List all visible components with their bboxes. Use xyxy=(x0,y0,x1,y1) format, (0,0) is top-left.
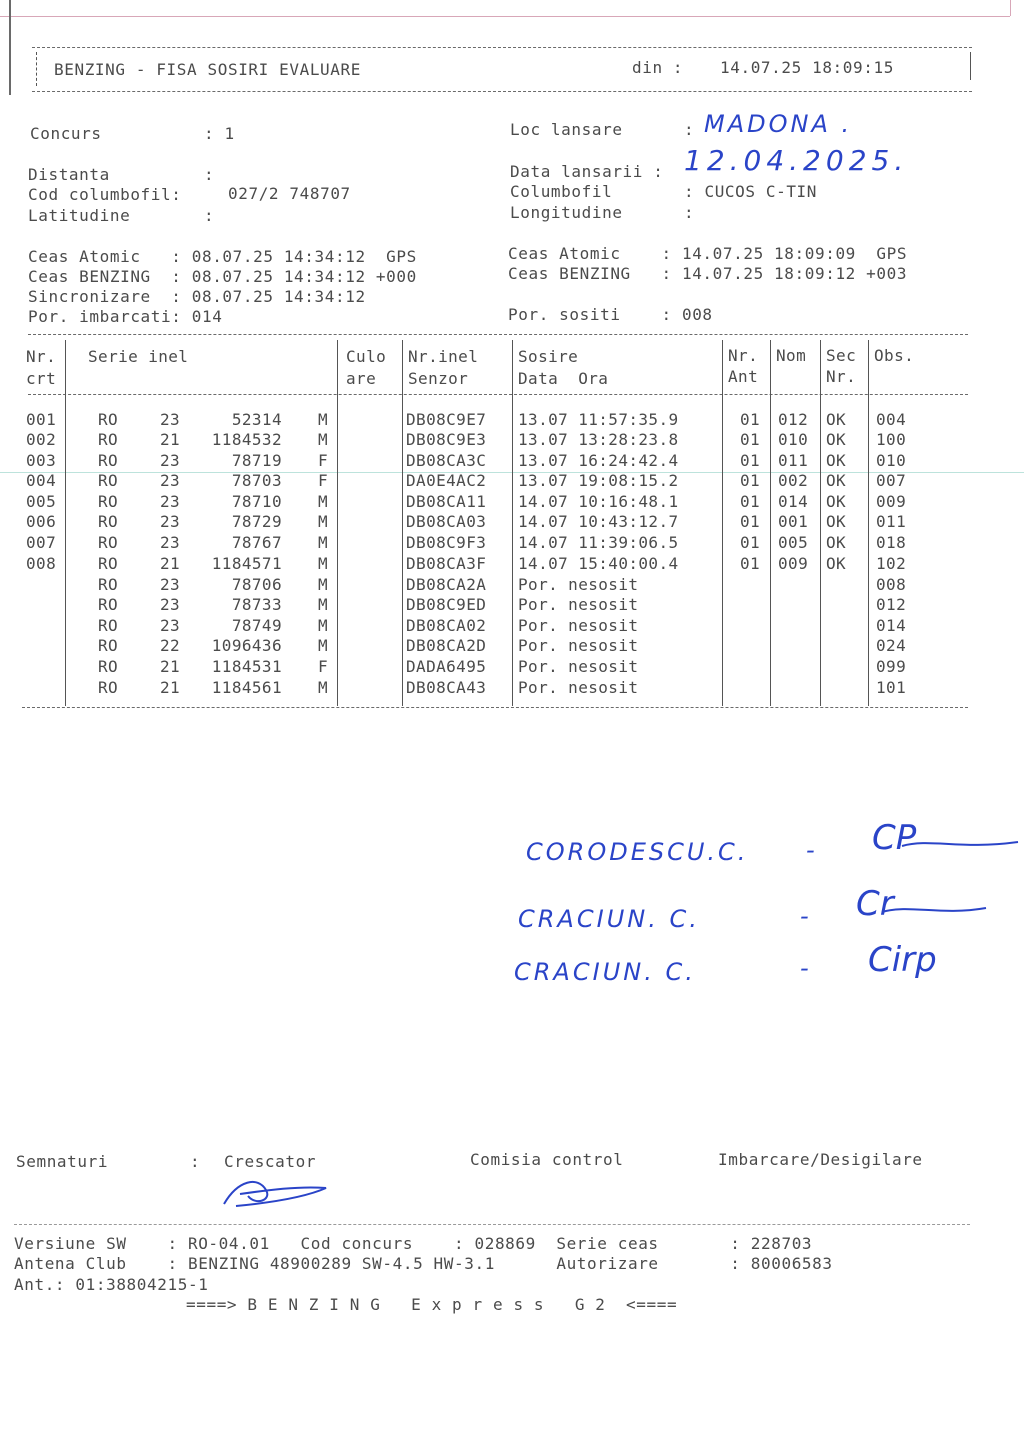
top-edge-line xyxy=(0,16,1010,17)
row-year: 21 xyxy=(160,430,181,449)
row-ant: 01 xyxy=(740,430,761,449)
row-country: RO xyxy=(98,410,119,429)
row-sensor: DB08C9F3 xyxy=(406,533,487,552)
row-arrival: Por. nesosit xyxy=(518,657,639,676)
row-country: RO xyxy=(98,636,119,655)
top-right-edge xyxy=(1010,0,1011,16)
porumbei-sositi: Por. sositi : 008 xyxy=(508,305,713,324)
th-culoare-2: are xyxy=(346,369,377,388)
row-ring: 1184531 xyxy=(211,657,282,676)
row-nom: 002 xyxy=(778,471,809,490)
col-divider-ant xyxy=(770,340,771,706)
row-obs: 012 xyxy=(876,595,907,614)
row-year: 23 xyxy=(160,533,181,552)
row-sec: OK xyxy=(826,533,847,552)
row-sensor: DB08C9E7 xyxy=(406,410,487,429)
th-culoare-1: Culo xyxy=(346,347,387,366)
row-sec: OK xyxy=(826,471,847,490)
row-ring: 78719 xyxy=(231,451,282,470)
col-divider-sosire xyxy=(722,340,723,706)
row-obs: 011 xyxy=(876,512,907,531)
cod-columbofil-label: Cod columbofil: xyxy=(28,185,182,204)
title-box-right xyxy=(970,52,971,80)
row-sec: OK xyxy=(826,451,847,470)
handwritten-name-2: CRACIUN. C. xyxy=(518,905,700,933)
row-sensor: DB08CA2D xyxy=(406,636,487,655)
row-sensor: DB08C9ED xyxy=(406,595,487,614)
row-ring: 1184532 xyxy=(211,430,282,449)
row-obs: 004 xyxy=(876,410,907,429)
th-nr-ant-1: Nr. xyxy=(728,346,759,365)
row-sex: M xyxy=(318,636,329,655)
row-arrival: Por. nesosit xyxy=(518,678,639,697)
row-sec: OK xyxy=(826,492,847,511)
row-arrival: 13.07 11:57:35.9 xyxy=(518,410,679,429)
row-arrival: 14.07 10:16:48.1 xyxy=(518,492,679,511)
row-nom: 014 xyxy=(778,492,809,511)
row-year: 23 xyxy=(160,410,181,429)
row-sec: OK xyxy=(826,512,847,531)
row-year: 21 xyxy=(160,678,181,697)
th-nr-inel: Nr.inel xyxy=(408,347,479,366)
handwritten-name-3: CRACIUN. C. xyxy=(514,958,696,986)
longitudine-label: Longitudine xyxy=(510,203,623,222)
row-sensor: DB08CA11 xyxy=(406,492,487,511)
row-ring: 78706 xyxy=(231,575,282,594)
semnaturi-label: Semnaturi xyxy=(16,1152,109,1171)
row-sensor: DB08CA3C xyxy=(406,451,487,470)
col-divider-senzor xyxy=(512,340,513,706)
footer-line-versiune: Versiune SW : RO-04.01 Cod concurs : 028869 Serie ceas : 228703 xyxy=(14,1234,813,1253)
row-arrival: 13.07 13:28:23.8 xyxy=(518,430,679,449)
handwritten-dash-3: - xyxy=(800,954,809,982)
imbarcare-label: Imbarcare/Desigilare xyxy=(718,1150,923,1169)
row-nr: 008 xyxy=(26,554,57,573)
cod-columbofil-value: 027/2 748707 xyxy=(228,184,351,203)
row-obs: 010 xyxy=(876,451,907,470)
report-date-label: din : xyxy=(632,58,684,77)
comisia-control-label: Comisia control xyxy=(470,1150,624,1169)
row-arrival: Por. nesosit xyxy=(518,575,639,594)
row-nr: 006 xyxy=(26,512,57,531)
handwritten-signature-2: Cr xyxy=(856,884,894,924)
columbofil-value: : CUCOS C-TIN xyxy=(684,182,818,201)
table-top-border xyxy=(28,334,968,335)
th-serie-inel: Serie inel xyxy=(88,347,189,366)
loc-lansare-handwritten: MADONA . xyxy=(704,110,853,138)
row-country: RO xyxy=(98,471,119,490)
report-title: BENZING - FISA SOSIRI EVALUARE xyxy=(54,60,361,79)
row-sensor: DB08CA3F xyxy=(406,554,487,573)
col-divider-culoare xyxy=(402,340,403,706)
row-obs: 009 xyxy=(876,492,907,511)
handwritten-dash-1: - xyxy=(806,836,815,864)
th-senzor: Senzor xyxy=(408,369,469,388)
table-header-border xyxy=(28,394,968,395)
row-nr: 005 xyxy=(26,492,57,511)
row-sex: M xyxy=(318,554,329,573)
footer-brand: ====> B E N Z I N G E x p r e s s G 2 <==== xyxy=(186,1295,678,1314)
distanta-value: : xyxy=(204,165,215,184)
row-nr: 007 xyxy=(26,533,57,552)
row-arrival: 14.07 15:40:00.4 xyxy=(518,554,679,573)
col-divider-nom xyxy=(820,340,821,706)
row-ring: 1184571 xyxy=(211,554,282,573)
row-sensor: DB08CA2A xyxy=(406,575,487,594)
semnaturi-colon: : xyxy=(190,1152,201,1171)
handwritten-dash-2: - xyxy=(800,902,809,930)
left-edge-bar xyxy=(9,0,11,95)
row-country: RO xyxy=(98,595,119,614)
concurs-label: Concurs xyxy=(30,124,102,143)
row-sex: M xyxy=(318,492,329,511)
row-year: 23 xyxy=(160,512,181,531)
row-nom: 011 xyxy=(778,451,809,470)
ceas-atomic-end: Ceas Atomic : 14.07.25 18:09:09 GPS xyxy=(508,244,908,263)
columbofil-label: Columbofil xyxy=(510,182,613,201)
row-sex: F xyxy=(318,451,329,470)
row-arrival: 14.07 11:39:06.5 xyxy=(518,533,679,552)
row-country: RO xyxy=(98,512,119,531)
row-sensor: DA0E4AC2 xyxy=(406,471,487,490)
footer-divider xyxy=(14,1224,970,1225)
ceas-benzing-end: Ceas BENZING : 14.07.25 18:09:12 +003 xyxy=(508,264,908,283)
row-year: 23 xyxy=(160,595,181,614)
handwritten-signature-3: Cirp xyxy=(868,940,937,980)
row-sex: M xyxy=(318,678,329,697)
row-sec: OK xyxy=(826,554,847,573)
row-ring: 78733 xyxy=(231,595,282,614)
row-arrival: Por. nesosit xyxy=(518,636,639,655)
th-crt: crt xyxy=(26,369,57,388)
row-country: RO xyxy=(98,657,119,676)
data-lansarii-handwritten: 12.04.2025. xyxy=(684,144,909,177)
row-year: 23 xyxy=(160,471,181,490)
title-box-bottom xyxy=(32,91,972,92)
loc-lansare-label: Loc lansare xyxy=(510,120,623,139)
longitudine-value: : xyxy=(684,203,695,222)
row-ant: 01 xyxy=(740,471,761,490)
row-ring: 78703 xyxy=(231,471,282,490)
row-ant: 01 xyxy=(740,512,761,531)
row-obs: 100 xyxy=(876,430,907,449)
th-sec-1: Sec xyxy=(826,346,857,365)
row-ant: 01 xyxy=(740,410,761,429)
row-year: 23 xyxy=(160,616,181,635)
row-sex: M xyxy=(318,575,329,594)
col-divider-sec xyxy=(868,340,869,706)
porumbei-imbarcati: Por. imbarcati: 014 xyxy=(28,307,223,326)
row-country: RO xyxy=(98,533,119,552)
ceas-benzing-start: Ceas BENZING : 08.07.25 14:34:12 +000 xyxy=(28,267,417,286)
data-lansarii-label: Data lansarii : xyxy=(510,162,664,181)
row-country: RO xyxy=(98,430,119,449)
row-sex: M xyxy=(318,430,329,449)
row-sec: OK xyxy=(826,430,847,449)
row-sensor: DB08CA02 xyxy=(406,616,487,635)
title-box-top xyxy=(32,47,972,48)
row-sex: M xyxy=(318,410,329,429)
row-obs: 101 xyxy=(876,678,907,697)
row-nr: 003 xyxy=(26,451,57,470)
crescator-label: Crescator xyxy=(224,1152,317,1171)
row-sensor: DB08CA43 xyxy=(406,678,487,697)
row-year: 21 xyxy=(160,657,181,676)
th-data-ora: Data Ora xyxy=(518,369,609,388)
row-country: RO xyxy=(98,575,119,594)
footer-line-ant: Ant.: 01:38804215-1 xyxy=(14,1275,209,1294)
table-bottom-border xyxy=(22,707,968,708)
latitudine-label: Latitudine xyxy=(28,206,131,225)
row-sex: M xyxy=(318,595,329,614)
ceas-atomic-start: Ceas Atomic : 08.07.25 14:34:12 GPS xyxy=(28,247,417,266)
row-nom: 010 xyxy=(778,430,809,449)
row-sensor: DB08CA03 xyxy=(406,512,487,531)
row-obs: 024 xyxy=(876,636,907,655)
row-arrival: 13.07 19:08:15.2 xyxy=(518,471,679,490)
title-box-left xyxy=(36,52,37,86)
row-country: RO xyxy=(98,554,119,573)
row-ring: 78710 xyxy=(231,492,282,511)
col-divider-nr xyxy=(65,340,66,706)
row-arrival: Por. nesosit xyxy=(518,616,639,635)
row-nr: 002 xyxy=(26,430,57,449)
row-year: 22 xyxy=(160,636,181,655)
latitudine-value: : xyxy=(204,206,215,225)
report-date: 14.07.25 18:09:15 xyxy=(720,58,894,77)
sincronizare: Sincronizare : 08.07.25 14:34:12 xyxy=(28,287,366,306)
row-nom: 009 xyxy=(778,554,809,573)
loc-lansare-colon: : xyxy=(684,120,695,139)
row-country: RO xyxy=(98,616,119,635)
row-nom: 012 xyxy=(778,410,809,429)
th-sec-2: Nr. xyxy=(826,367,857,386)
row-sex: M xyxy=(318,512,329,531)
row-year: 23 xyxy=(160,575,181,594)
row-nr: 001 xyxy=(26,410,57,429)
row-arrival: 14.07 10:43:12.7 xyxy=(518,512,679,531)
row-sensor: DB08C9E3 xyxy=(406,430,487,449)
row-year: 23 xyxy=(160,492,181,511)
row-year: 23 xyxy=(160,451,181,470)
distanta-label: Distanta xyxy=(28,165,110,184)
row-arrival: Por. nesosit xyxy=(518,595,639,614)
row-nom: 001 xyxy=(778,512,809,531)
handwritten-name-1: CORODESCU.C. xyxy=(526,838,749,866)
row-ring: 78767 xyxy=(231,533,282,552)
row-ring: 52314 xyxy=(231,410,282,429)
row-country: RO xyxy=(98,451,119,470)
row-country: RO xyxy=(98,678,119,697)
row-sec: OK xyxy=(826,410,847,429)
row-obs: 014 xyxy=(876,616,907,635)
th-obs: Obs. xyxy=(874,346,915,365)
row-ring: 78729 xyxy=(231,512,282,531)
handwritten-signature-1: CP xyxy=(872,818,917,858)
crescator-signature xyxy=(218,1170,334,1216)
footer-line-antena: Antena Club : BENZING 48900289 SW-4.5 HW-3.1 Autorizare : 80006583 xyxy=(14,1254,833,1273)
th-nom: Nom xyxy=(776,346,807,365)
th-nr-ant-2: Ant xyxy=(728,367,759,386)
row-obs: 018 xyxy=(876,533,907,552)
th-sosire: Sosire xyxy=(518,347,579,366)
row-sex: F xyxy=(318,657,329,676)
row-arrival: 13.07 16:24:42.4 xyxy=(518,451,679,470)
col-divider-serie xyxy=(337,340,338,706)
row-ring: 78749 xyxy=(231,616,282,635)
row-ant: 01 xyxy=(740,451,761,470)
signature-strike-1 xyxy=(900,830,1020,860)
row-obs: 008 xyxy=(876,575,907,594)
row-sex: M xyxy=(318,616,329,635)
row-ring: 1096436 xyxy=(211,636,282,655)
concurs-value: : 1 xyxy=(204,124,235,143)
row-country: RO xyxy=(98,492,119,511)
row-sensor: DADA6495 xyxy=(406,657,487,676)
row-year: 21 xyxy=(160,554,181,573)
th-nr: Nr. xyxy=(26,347,57,366)
row-ant: 01 xyxy=(740,533,761,552)
row-ant: 01 xyxy=(740,492,761,511)
row-nr: 004 xyxy=(26,471,57,490)
row-obs: 102 xyxy=(876,554,907,573)
row-ring: 1184561 xyxy=(211,678,282,697)
row-ant: 01 xyxy=(740,554,761,573)
row-obs: 007 xyxy=(876,471,907,490)
row-sex: F xyxy=(318,471,329,490)
row-nom: 005 xyxy=(778,533,809,552)
row-obs: 099 xyxy=(876,657,907,676)
signature-strike-2 xyxy=(880,898,990,924)
row-sex: M xyxy=(318,533,329,552)
